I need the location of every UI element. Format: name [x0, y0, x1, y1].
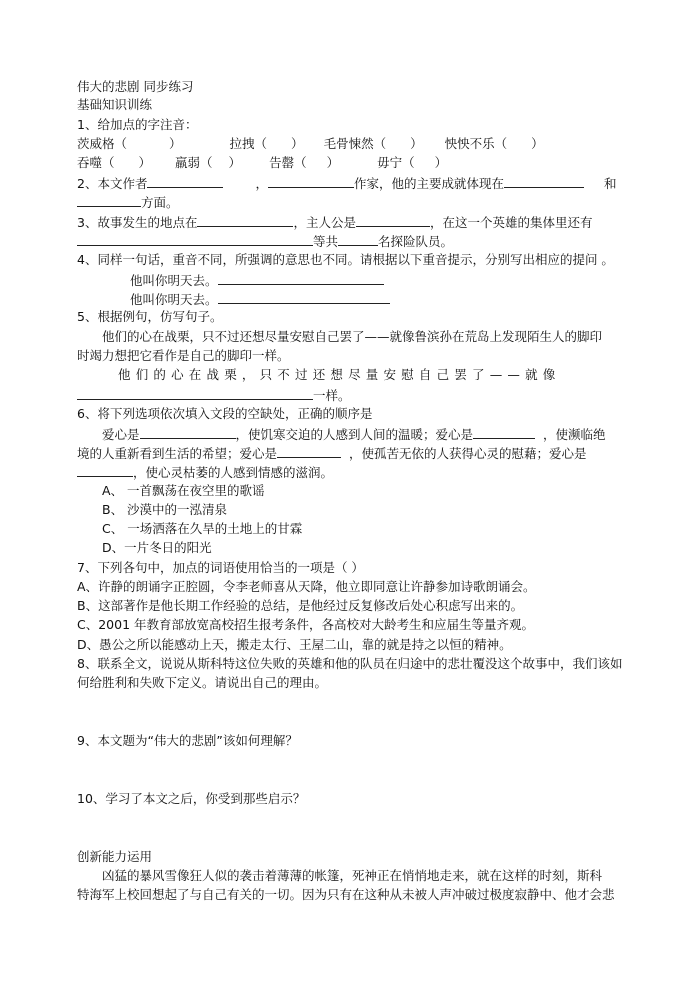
- pinyin-item: 怏怏不乐（: [444, 136, 508, 151]
- passage-line-2: 特海军上校回想起了与自己有关的一切。因为只有在这种从未被人声冲破过极度寂静中、他才会悲: [77, 887, 615, 902]
- answer-blank[interactable]: [77, 463, 133, 477]
- question-3-cont: 等共 名探险队员。: [77, 232, 453, 250]
- question-8-line-1: 8、联系全文，说说从斯科特这位失败的英雄和他的队员在归途中的悲壮覆没这个故事中，我们该如: [77, 656, 623, 671]
- question-10: 10、学习了本文之后，你受到那些启示？: [77, 791, 306, 806]
- pinyin-item: 告罄（: [269, 155, 307, 170]
- pinyin-item: 羸弱（: [175, 155, 213, 170]
- answer-blank[interactable]: [218, 271, 384, 285]
- question-7-option-c: C、2001 年教育部放宽高校招生报考条件，各高校对大龄考生和应届生等量齐观。: [77, 617, 535, 632]
- pinyin-item: 拉拽（: [229, 136, 268, 151]
- question-6-prompt: 6、将下列选项依次填入文段的空缺处，正确的顺序是: [77, 406, 373, 421]
- question-6-option-d: D、一片冬日的阳光: [102, 540, 212, 555]
- answer-blank[interactable]: [338, 232, 378, 246]
- question-7-prompt: 7、下列各句中，加点的词语使用恰当的一项是（ ）: [77, 560, 364, 575]
- question-7-option-d: D、愚公之所以能感动上天，搬走太行、王屋二山，靠的就是持之以恒的精神。: [77, 637, 512, 652]
- question-6-passage-1: 爱心是 ，使饥寒交迫的人感到人间的温暖；爱心是 ，使濒临绝: [102, 427, 606, 442]
- pinyin-item: 毋宁（: [377, 155, 415, 170]
- question-5-imitation-1: 他们的心在战栗，只不过还想尽量安慰自己罢了——就像: [118, 367, 561, 382]
- answer-blank[interactable]: [140, 425, 236, 439]
- question-4-prompt: 4、同样一句话，重音不同，所强调的意思也不同。请根据以下重音提示，分别写出相应的提问 。: [77, 252, 614, 267]
- question-3: 3、故事发生的地点在 ，主人公是 ，在这一个英雄的集体里还有: [77, 215, 593, 230]
- question-4-sentence-1: 他叫你明天去。: [130, 271, 384, 289]
- question-1-row-2: 吞噬（ ） 羸弱（ ） 告罄（ ） 毋宁（ ）: [77, 155, 448, 170]
- answer-blank[interactable]: [218, 290, 390, 304]
- question-6-passage-2: 境的人重新看到生活的希望；爱心是 ，使孤苦无依的人获得心灵的慰藉；爱心是: [77, 446, 587, 461]
- question-5-prompt: 5、根据例句，仿写句子。: [77, 309, 223, 324]
- question-6-option-c: C、 一场洒落在久旱的土地上的甘霖: [102, 521, 303, 536]
- question-7-option-a: A、许静的朗诵字正腔圆，令李老师喜从天降，他立即同意让许静参加诗歌朗诵会。: [77, 579, 536, 594]
- question-5-imitation-2: 一样。: [77, 386, 351, 404]
- question-5-example-2: 时竭力想把它看作是自己的脚印一样。: [77, 348, 290, 363]
- answer-blank[interactable]: [147, 174, 223, 188]
- pinyin-item: 吞噬（: [77, 155, 115, 170]
- question-4-sentence-2: 他叫你明天去。: [130, 290, 390, 308]
- question-9: 9、本文题为“伟大的悲剧”该如何理解？: [77, 733, 298, 748]
- question-8-line-2: 何给胜利和失败下定义。请说出自己的理由。: [77, 675, 328, 690]
- answer-blank[interactable]: [77, 193, 141, 207]
- passage-line-1: 凶猛的暴风雪像狂人似的袭击着薄薄的帐篷，死神正在悄悄地走来，就在这样的时刻，斯科: [102, 868, 603, 883]
- question-2: 2、本文作者 ， 作家，他的主要成就体现在 和: [77, 176, 617, 191]
- answer-blank[interactable]: [77, 386, 313, 400]
- question-5-example-1: 他们的心在战栗，只不过还想尽量安慰自己罢了——就像鲁滨孙在荒岛上发现陌生人的脚印: [102, 329, 603, 344]
- question-2-cont: 方面。: [77, 193, 179, 211]
- page-title: 伟大的悲剧 同步练习: [77, 79, 194, 94]
- answer-blank[interactable]: [504, 174, 584, 188]
- question-6-option-b: B、 沙漠中的一泓清泉: [102, 502, 228, 517]
- question-1-row-1: 茨威格（ ） 拉拽（ ） 毛骨悚然（ ） 怏怏不乐（ ）: [77, 136, 544, 151]
- question-1-prompt: 1、给加点的字注音：: [77, 117, 198, 132]
- answer-blank[interactable]: [197, 213, 293, 227]
- pinyin-item: 毛骨悚然（: [323, 136, 387, 151]
- answer-blank[interactable]: [268, 174, 354, 188]
- pinyin-item: 茨威格（: [77, 136, 128, 151]
- answer-blank[interactable]: [77, 232, 313, 246]
- section-heading-basic: 基础知识训练: [77, 97, 153, 112]
- section-heading-creative: 创新能力运用: [77, 849, 153, 864]
- question-7-option-b: B、这部著作是他长期工作经验的总结，是他经过反复修改后处心积虑写出来的。: [77, 598, 524, 613]
- question-6-option-a: A、 一首飘荡在夜空里的歌谣: [102, 483, 265, 498]
- answer-blank[interactable]: [356, 213, 430, 227]
- question-6-passage-3: ，使心灵枯萎的人感到情感的滋润。: [77, 463, 333, 481]
- answer-blank[interactable]: [473, 425, 535, 439]
- answer-blank[interactable]: [277, 444, 341, 458]
